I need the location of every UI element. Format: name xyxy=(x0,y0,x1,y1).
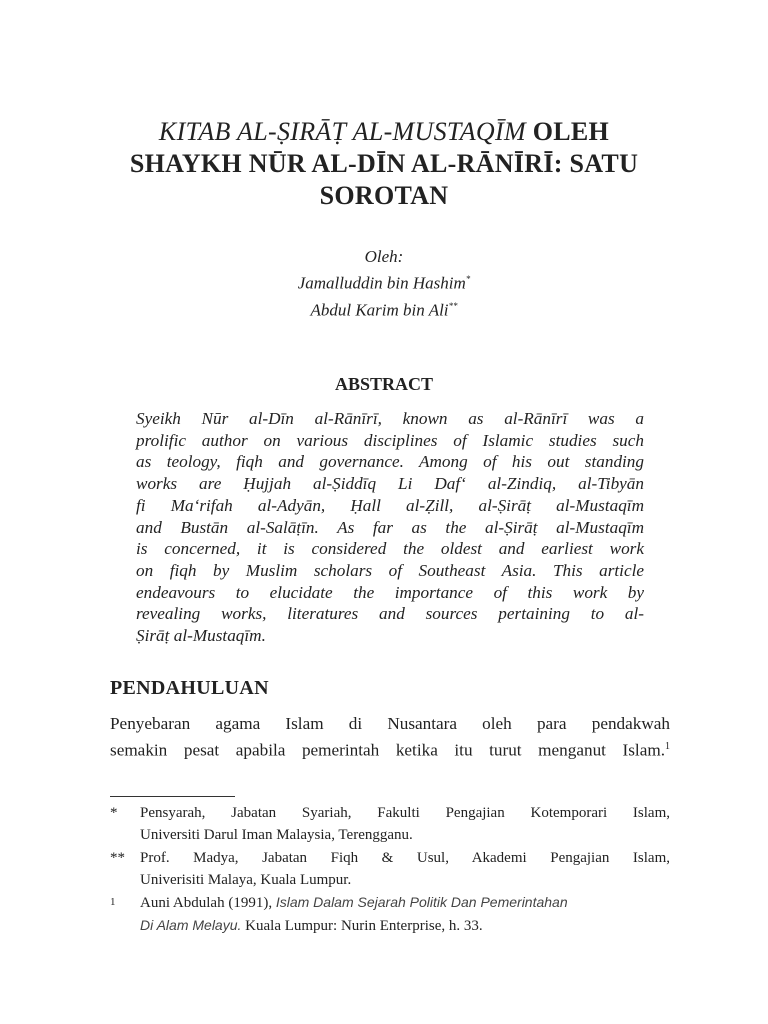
abstract-line: Ṣirāṭ al-Mustaqīm. xyxy=(136,626,266,646)
footnote-divider xyxy=(110,796,235,797)
section-heading: PENDAHULUAN xyxy=(110,677,269,699)
abstract-line: endeavours to elucidate the importance of this work by xyxy=(136,582,644,602)
author-1-name: Jamalluddin bin Hashim xyxy=(297,273,466,293)
title-line1-rest: OLEH xyxy=(532,117,610,146)
authors-block xyxy=(0,246,768,321)
author-1-mark[interactable]: * xyxy=(465,274,471,284)
body-line-text: semakin pesat apabila pemerintah ketika itu turut menganut Islam. xyxy=(110,740,665,760)
footnote-line: Universiti Darul Iman Malaysia, Terengganu. xyxy=(140,827,413,843)
by-label: Oleh: xyxy=(364,247,404,266)
abstract-line: prolific author on various disciplines of Islamic studies such xyxy=(136,430,644,450)
citation-author: Auni Abdulah (1991), xyxy=(140,895,273,911)
abstract-heading: ABSTRACT xyxy=(334,374,434,394)
abstract-line: revealing works, literatures and sources pertaining to al- xyxy=(136,604,644,624)
title-line3: SOROTAN xyxy=(319,181,449,210)
footnote-mark: ** xyxy=(110,850,125,866)
citation-title: Di Alam Melayu. xyxy=(140,917,242,933)
abstract-line: Syeikh Nūr al-Dīn al-Rānīrī, known as al-Rānīrī was a xyxy=(136,409,644,428)
footnote-line: Univerisiti Malaya, Kuala Lumpur. xyxy=(140,872,352,888)
footnote-line: Pensyarah, Jabatan Syariah, Fakulti Pengajian Kotemporari Islam, xyxy=(140,805,670,821)
footnote-line xyxy=(140,891,670,914)
citation-title: Islam Dalam Sejarah Politik Dan Pemerintahan xyxy=(275,894,568,910)
body-line xyxy=(110,735,670,762)
body-paragraph xyxy=(110,712,670,762)
footnote xyxy=(110,891,670,937)
citation-publisher: Kuala Lumpur: Nurin Enterprise, h. 33. xyxy=(245,918,483,934)
abstract-line: fi Ma‘rifah al-Adyān, Ḥall al-Ẓill, al-Ṣirāṭ al-Mustaqīm xyxy=(136,495,644,515)
abstract-line: and Bustān al-Salāṭīn. As far as the al-Ṣirāṭ al-Mustaqīm xyxy=(136,517,644,537)
author-1 xyxy=(0,268,768,295)
footnote xyxy=(110,847,670,891)
author-2-name: Abdul Karim bin Ali xyxy=(310,300,449,320)
body-line: Penyebaran agama Islam di Nusantara oleh para pendakwah xyxy=(110,714,670,733)
footnote-mark: 1 xyxy=(110,896,116,908)
footnote xyxy=(110,802,670,846)
footnote-line xyxy=(140,914,670,937)
abstract-line: on fiqh by Muslim scholars of Southeast Asia. This article xyxy=(136,560,644,580)
title-line2: SHAYKH NŪR AL-DĪN AL-RĀNĪRĪ: SATU xyxy=(129,149,639,178)
footnote-mark: * xyxy=(110,805,118,821)
footnote-ref[interactable]: 1 xyxy=(665,741,670,752)
title-italic: KITAB AL-ṢIRĀṬ AL-MUSTAQĪM xyxy=(158,117,526,146)
author-2-mark[interactable]: ** xyxy=(448,300,458,311)
abstract-line: works are Ḥujjah al-Ṣiddīq Li Daf‘ al-Zindiq, al-Tibyān xyxy=(136,474,644,494)
abstract-line: as teology, fiqh and governance. Among of his out standing xyxy=(136,452,644,472)
abstract-line: is concerned, it is considered the oldest and earliest work xyxy=(136,539,644,559)
abstract-text xyxy=(136,408,644,647)
article-title xyxy=(100,116,668,212)
author-2 xyxy=(0,295,768,322)
footnote-line: Prof. Madya, Jabatan Fiqh & Usul, Akademi Pengajian Islam, xyxy=(140,850,670,866)
